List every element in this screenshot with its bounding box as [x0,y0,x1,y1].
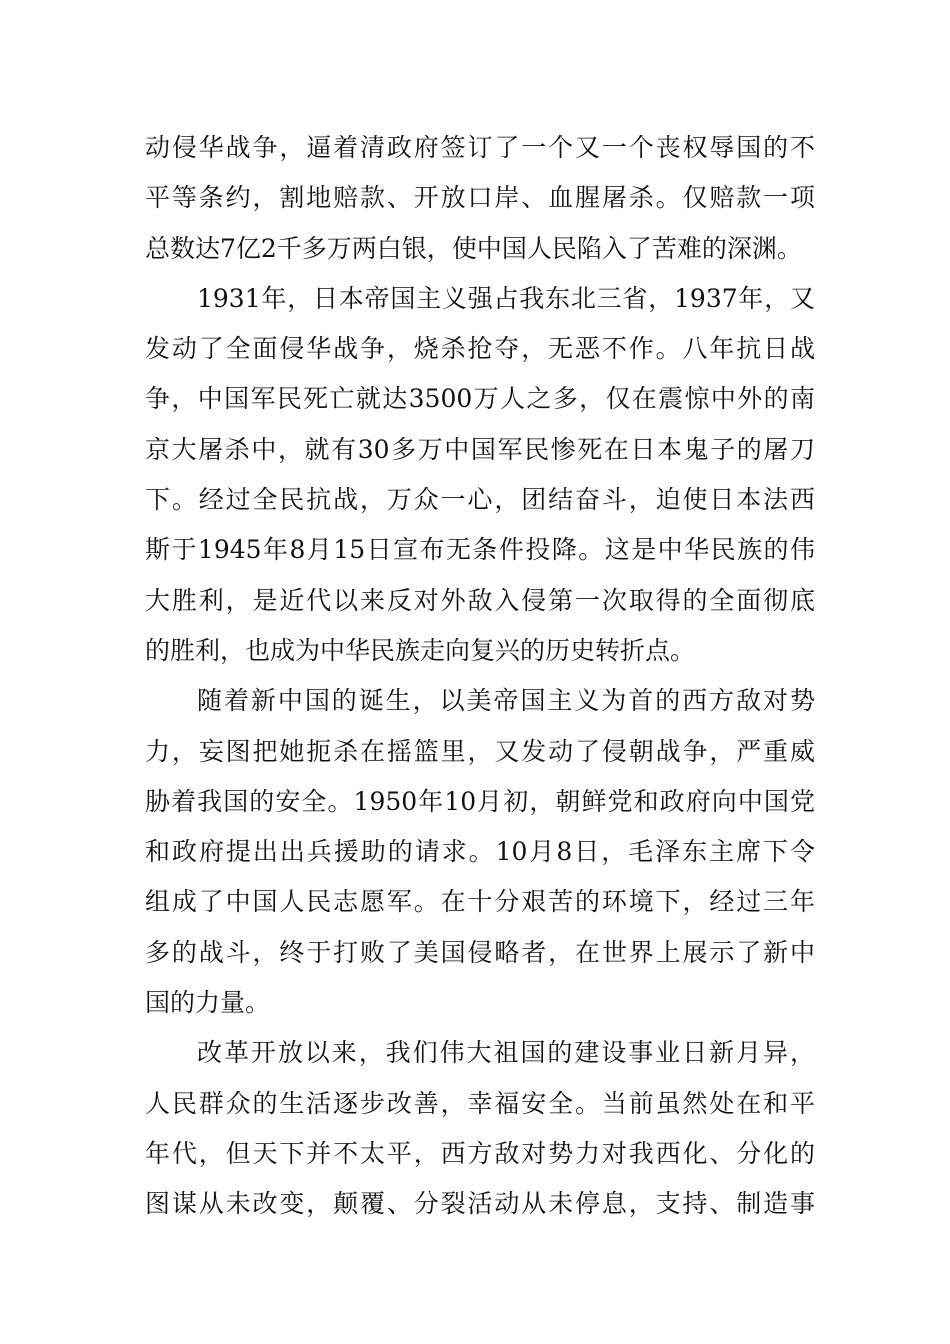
paragraph-2 [145,274,815,676]
text-line: 下。经过全民抗战，万众一心，团结奋斗，迫使日本法西 [145,485,815,515]
text-line: 发动了全面侵华战争，烧杀抢夺，无恶不作。八年抗日战 [145,334,815,364]
text-line: 随着新中国的诞生，以美帝国主义为首的西方敌对势 [197,686,815,716]
text-line: 改革开放以来，我们伟大祖国的建设事业日新月异， [197,1038,815,1068]
text-line: 斯于1945年8月15日宣布无条件投降。这是中华民族的伟 [145,535,815,565]
text-line: 国的力量。 [145,988,271,1018]
text-line: 和政府提出出兵援助的请求。10月8日，毛泽东主席下令 [145,837,815,867]
text-line: 的胜利，也成为中华民族走向复兴的历史转折点。 [145,635,696,665]
text-line: 组成了中国人民志愿军。在十分艰苦的环境下，经过三年 [145,887,815,917]
text-line: 1931年，日本帝国主义强占我东北三省，1937年，又 [197,283,815,313]
text-line: 多的战斗，终于打败了美国侵略者，在世界上展示了新中 [145,937,815,967]
text-line: 平等条约，割地赔款、开放口岸、血腥屠杀。仅赔款一项 [145,183,815,213]
paragraph-3 [145,676,815,1028]
text-line: 大胜利，是近代以来反对外敌入侵第一次取得的全面彻底 [145,585,815,615]
text-line: 人民群众的生活逐步改善，幸福安全。当前虽然处在和平 [145,1088,815,1118]
text-line: 胁着我国的安全。1950年10月初，朝鲜党和政府向中国党 [145,786,815,816]
text-line: 力，妄图把她扼杀在摇篮里，又发动了侵朝战争，严重威 [145,736,815,766]
paragraph-1 [145,123,815,274]
text-line: 京大屠杀中，就有30多万中国军民惨死在日本鬼子的屠刀 [145,434,815,464]
paragraph-4 [145,1028,815,1229]
text-line: 动侵华战争，逼着清政府签订了一个又一个丧权辱国的不 [145,133,815,162]
text-line: 总数达7亿2千多万两白银，使中国人民陷入了苦难的深渊。 [145,233,802,263]
text-line: 争，中国军民死亡就达3500万人之多，仅在震惊中外的南 [145,384,815,414]
text-line: 图谋从未改变，颠覆、分裂活动从未停息，支持、制造事 [145,1189,815,1219]
body-text [145,123,815,1230]
text-line: 年代，但天下并不太平，西方敌对势力对我西化、分化的 [145,1138,815,1168]
